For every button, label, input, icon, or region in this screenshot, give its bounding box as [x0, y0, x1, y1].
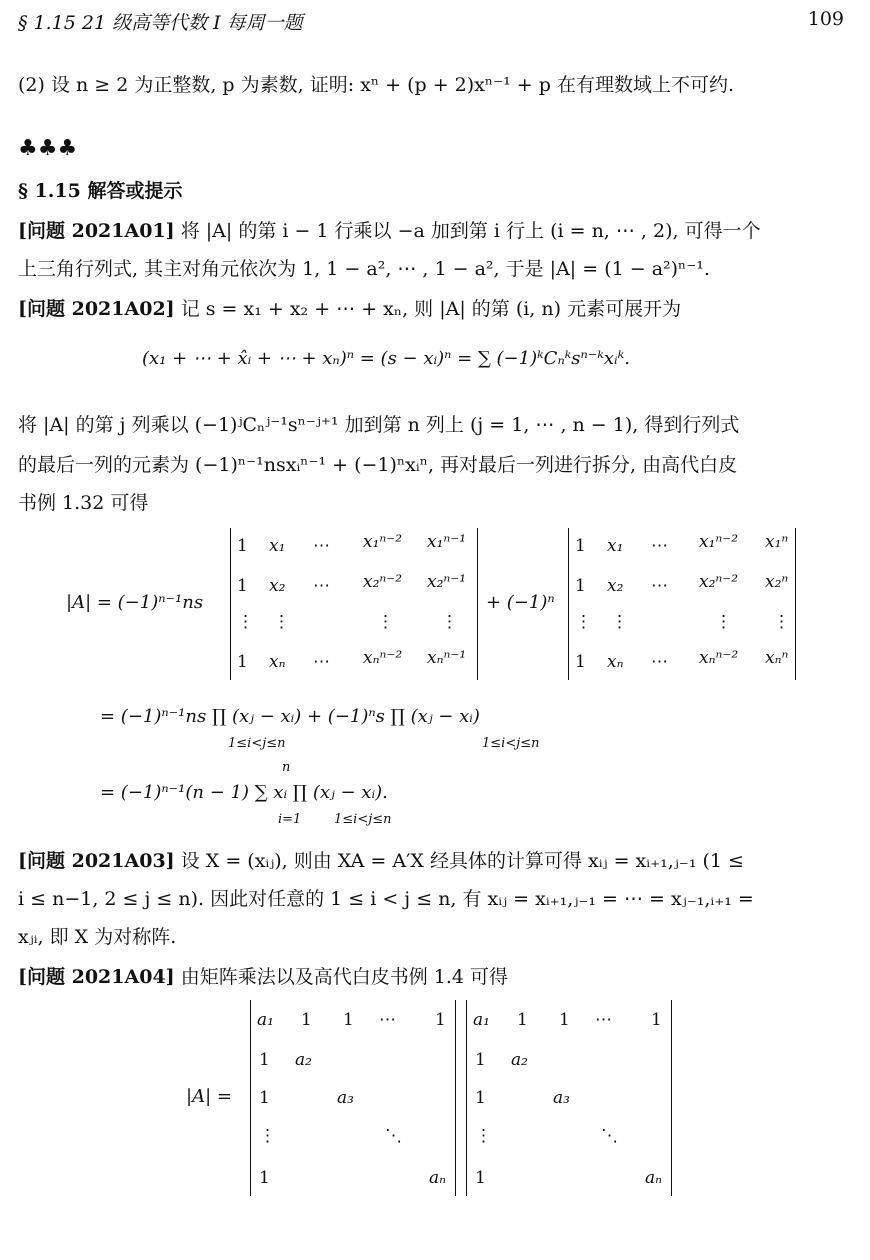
a01-text: 将 |A| 的第 i − 1 行乘以 −a 加到第 i 行上 (i = n, ⋯ , 2), 可得一个: [174, 220, 761, 242]
a03-text-2: i ≤ n−1, 2 ≤ j ≤ n). 因此对任意的 1 ≤ i < j ≤ n, 有 xᵢⱼ = xᵢ₊₁,ⱼ₋₁ = ⋯ = xⱼ₋₁,ᵢ₊₁ =: [18, 888, 754, 910]
arrow-det-2: a₁ 1 1 ⋯ 1 1 a₂ 1 a₃ ⋮ ⋱ 1 aₙ: [466, 1000, 672, 1196]
vandermonde-det-2: 1 x₁ ⋯ x₁ⁿ⁻² x₁ⁿ 1 x₂ ⋯ x₂ⁿ⁻² x₂ⁿ ⋮ ⋮ ⋮ ⋮ 1 xₙ ⋯ xₙⁿ⁻² xₙⁿ: [568, 528, 796, 680]
a04-paragraph: [18, 962, 508, 989]
a03-label: [问题 2021A03]: [18, 850, 175, 872]
a02-p2: 的最后一列的元素为 (−1)ⁿ⁻¹nsxᵢⁿ⁻¹ + (−1)ⁿxᵢⁿ, 再对最后一列进行拆分, 由高代白皮: [18, 454, 738, 476]
problem-2-text: (2) 设 n ≥ 2 为正整数, p 为素数, 证明: xⁿ + (p + 2)xⁿ⁻¹ + p 在有理数域上不可约.: [18, 74, 734, 96]
a04-text: 由矩阵乘法以及高代白皮书例 1.4 可得: [174, 966, 509, 988]
a01-text-2: 上三角行列式, 其主对角元依次为 1, 1 − a², ⋯ , 1 − a², 于是 |A| = (1 − a²)ⁿ⁻¹.: [18, 258, 710, 280]
arrow-det-1: a₁ 1 1 ⋯ 1 1 a₂ 1 a₃ ⋮ ⋱ 1 aₙ: [250, 1000, 456, 1196]
prod-subscript-3: 1≤i<j≤n: [334, 812, 392, 827]
page-number: 109: [807, 8, 844, 30]
clubs-divider: ♣♣♣: [18, 136, 78, 161]
a02-equation: (x₁ + ⋯ + x̂ᵢ + ⋯ + xₙ)ⁿ = (s − xᵢ)ⁿ = ∑ (−1)ᵏCₙᵏsⁿ⁻ᵏxᵢᵏ.: [142, 348, 630, 369]
a04-label: [问题 2021A04]: [18, 966, 175, 988]
a02-p1: 将 |A| 的第 j 列乘以 (−1)ʲCₙʲ⁻¹sⁿ⁻ʲ⁺¹ 加到第 n 列上 (j = 1, ⋯ , n − 1), 得到行列式: [18, 414, 740, 436]
a01-paragraph: [18, 216, 761, 243]
a02-text: 记 s = x₁ + x₂ + ⋯ + xₙ, 则 |A| 的第 (i, n) 元素可展开为: [174, 298, 682, 320]
a04-lhs: |A| =: [186, 1086, 232, 1107]
det-lhs: |A| = (−1)ⁿ⁻¹ns: [66, 592, 204, 613]
running-header: § 1.15 21 级高等代数 I 每周一题: [18, 12, 303, 34]
prod-subscript-2: 1≤i<j≤n: [482, 736, 540, 751]
sum-subscript: i=1: [278, 812, 302, 827]
det-plus: + (−1)ⁿ: [486, 592, 555, 613]
a02-p3: 书例 1.32 可得: [18, 492, 149, 514]
a03-paragraph: [18, 846, 744, 873]
a01-label: [问题 2021A01]: [18, 220, 175, 242]
vandermonde-det-1: 1 x₁ ⋯ x₁ⁿ⁻² x₁ⁿ⁻¹ 1 x₂ ⋯ x₂ⁿ⁻² x₂ⁿ⁻¹ ⋮ ⋮ ⋮ ⋮ 1 xₙ ⋯ xₙⁿ⁻² xₙⁿ⁻¹: [230, 528, 478, 680]
a02-paragraph: [18, 294, 681, 321]
a03-text: 设 X = (xᵢⱼ), 则由 XA = A′X 经具体的计算可得 xᵢⱼ = xᵢ₊₁,ⱼ₋₁ (1 ≤: [174, 850, 744, 872]
section-title: § 1.15 解答或提示: [18, 180, 183, 202]
sum-superscript: n: [282, 760, 291, 775]
a02-label: [问题 2021A02]: [18, 298, 175, 320]
equation-line-3: = (−1)ⁿ⁻¹(n − 1) ∑ xᵢ ∏ (xⱼ − xᵢ).: [100, 782, 388, 803]
a03-text-3: xⱼᵢ, 即 X 为对称阵.: [18, 926, 177, 948]
equation-line-2: = (−1)ⁿ⁻¹ns ∏ (xⱼ − xᵢ) + (−1)ⁿs ∏ (xⱼ − xᵢ): [100, 706, 480, 727]
prod-subscript-1: 1≤i<j≤n: [228, 736, 286, 751]
